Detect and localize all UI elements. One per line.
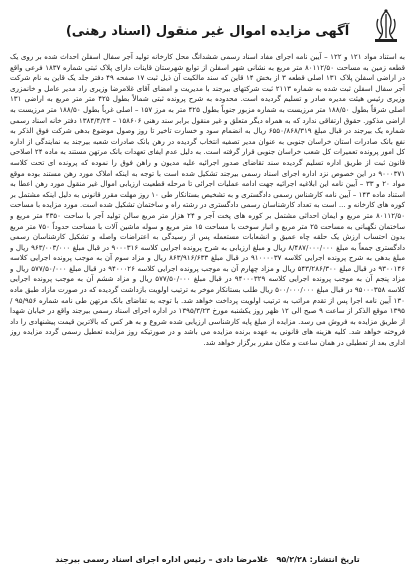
notice-header — [10, 6, 405, 46]
notice-title: آگهی مزایده اموال غیر منقول (اسناد رهنی) — [65, 23, 350, 39]
notice-footer — [10, 555, 405, 564]
signature: غلامرضا دادی – رئیس اداره اجرای اسناد رسمی بیرجند — [55, 555, 269, 564]
iran-emblem-icon — [369, 8, 403, 44]
notice-body: به استناد مواد ۱۲۱ و ۱۲۲ – آیین نامه اجرای مفاد اسناد رسمی ششدانگ محل کارخانه تولید آجر سفال اسفلن احداث شده بر روی یک قطعه زمین به مساحت ۸۰۱۱۲/۵۰ متر مربع به نشانی شهر اسفلن از توابع شهرستان قاینات دارای پلاک ثبتی شماره ۱۸۳۷ فرعی واقع در اراضی اسفلن پلاک ۱۳۱ اصلی قطعه ۳ از بخش ۱۴ قاین که سند مالکیت آن ذیل ثبت ۱۷ صفحه ۴۹ دفتر جلد یک قاین به نام شرکت آجر سفال اسفلن ثبت شده به شماره ۲۱۱۳ ثبت شرکتهای بیرجند با مدیریت و امضای آقای غلامرضا وزیری راد مدیر عامل و خانمزری وزیری رئیس هیئت مدیره صادر و تسلیم گردیده است. محدوده به شرح پرونده ثبتی شمالاً بطول ۴۲۵ متر متر مربع به اراضی ۱۳۱ اصلی شرقاً بطول ۱۸۸/۵۰ متر مرزیست به شماره مزبور جنوباً بطول ۴۲۵ متر به مرز ۱۵۷ – اصلی غرباً بطول ۱۸۸/۵۰ متر مرزیست به اراضی مذکور. حقوق ارتفاقی ندارد که به همراه دیگر متعلق و غیر منقول برابر سند رهنی ۱۵۸۶۰۶ – ۱۳۸۴/۴/۲۴ دفتر خانه اسناد رسمی شماره یک بیرجند در قبال مبلغ ۶۵۵۰/۸۶۸/۳۱۹ ریال به انضمام سود و خسارت تاخیر تا روز وصول موضوع بدهی شرکت فوق الذکر به نفع بانک صادرات استان خراسان جنوبی به عنوان مدیر تصفیه انتخاب گردیده در رهن بانک صادرات شعبه بیرجند به نمایندگی از اداره کل امور پرونده تعمیرات کل شعب خراسان جنوبی قرار گرفته است. به دلیل عدم ایفای تعهدات بانک مرتهن مستند به ماده ۲۴ اصلاحی قانون ثبت از طریق اداره تسلیم گردیده سند تقاضای صدور اجرائیه علیه مدیون و راهن فوق را نموده که پرونده ای تحت کلاسه ۹۰۰۰۳۷۱ در این خصوص نزد اداره اجرای اسناد رسمی بیرجند تشکیل شده است با توجه به اینکه املاک مورد رهن مستند بوده موقع مواد ۲۰ و ۳۳ – آیین نامه این ابلاغیه اجرائیه جهت ادامه عملیات اجرائی تا مرحله قطعیت ارزیابی اموال غیر منقول مورد رهن اعطا به استناد ماده ۱۴۳ – آیین نامه کارشناس رسمی دادگستری و به تشخیص بستانکار طی ۱۰ روز مهلت مقرر قانونی به دلیل اینکه مشتمل بر کوره های کارخانه و ... است به تعداد کارشناسان رسمی دادگستری در رشته راه و ساختمان تشکیل شده است. مورد مزایده با مساحت ۸۰۱۱۲/۵۰ متر مربع و ایمان احداثی مشتمل بر کوره های پخت آجر و ۲۴ هزار متر مربع سالن تولید آجر با ساحت ۴۳۵۰ متر مربع و ساختمان نگهبانی به مساحت ۲۵ متر مربع و انبار سوخت با مساحت ۱۵ متر مربع و سوله ماشین آلات با مساحت حدوداً ۷۵۰ متر مربع بدون احتساب ارزش یک حلقه چاه عمیق و انشعابات مستعمله پس از رسیدگی به اعتراضات واصله و تشکیل کارشناسان رسمی دادگستری جمعاً به مبلغ ۸/۴۸۷/۰۰۰/۰۰۰ ریال و مبلغ ارزیابی به شرح پرونده اجرایی کلاسه ۹۰۰۰۳۱۶ در قبال مبلغ ۹۶۳/۰۰۳/۰۰۰ ریال و مبلغ بدهی به شرح پرونده اجرایی کلاسه ۹۱۰۰۰۰۳۷ در قبال مبلغ ۸۶۳/۹۱۶/۶۳۳ ریال و مزاد سوم آن به موجب پرونده اجرایی کلاسه ۹۳۰۰۱۴۶ در قبال مبلغ ۵۴۳/۲۸۶/۳۰۰ ریال و مزاد چهارم آن به موجب پرونده اجرایی کلاسه ۹۴۰۰۰۲۶ در قبال مبلغ ۵۷۷/۵۰/۰۰۰ ریال و مزاد پنجم آن به موجب پرونده اجرایی کلاسه ۹۴۰۰۰۳۲۹ در قبال مبلغ ۵۷۷/۵۰/۰۰۰ ریال و مزاد ششم آن به موجب پرونده اجرایی کلاسه ۹۵۰۰۰۳۵۸ در قبال مبلغ ۵۰۰/۰۰۰/۰۰۰ ریال طلب بستانکار موخر به ترتیب اولویت بازداشت گردیده که در صورت مازاد طبق ماده ۱۳۰ آیین نامه اجرا پس از تقدم مراتب به ترتیب اولویت پرداخت خواهد شد. با توجه به تقاضای بانک مرتهن طی نامه شماره ۹۵/۹۵۶ / ۱۳۹۵ موقع الذکر از ساعت ۹ صبح الی ۱۲ ظهر روز یکشنبه مورخ ۱۳۹۵/۳/۲۳ در اداره اجرای اسناد رسمی بیرجند واقع در خیابان شهدا از طریق مزایده به فروش می رسد. مزایده از مبلغ پایه کارشناسی ارزیابی شده شروع و به هر کس که بالاترین قیمت پیشنهادی را داد فروخته خواهد شد. کلیه هزینه های قانونی به عهده برنده مزایده می باشد و در صورتیکه روز مزایده تعطیل رسمی گردد مزایده روز اداری بعد از تعطیلی در همان ساعت و مکان مقرر برگزار خواهد شد. — [10, 52, 405, 348]
auction-notice — [10, 6, 405, 566]
publish-date: تاریخ انتشار: ۹۵/۲/۲۸ — [276, 555, 360, 564]
